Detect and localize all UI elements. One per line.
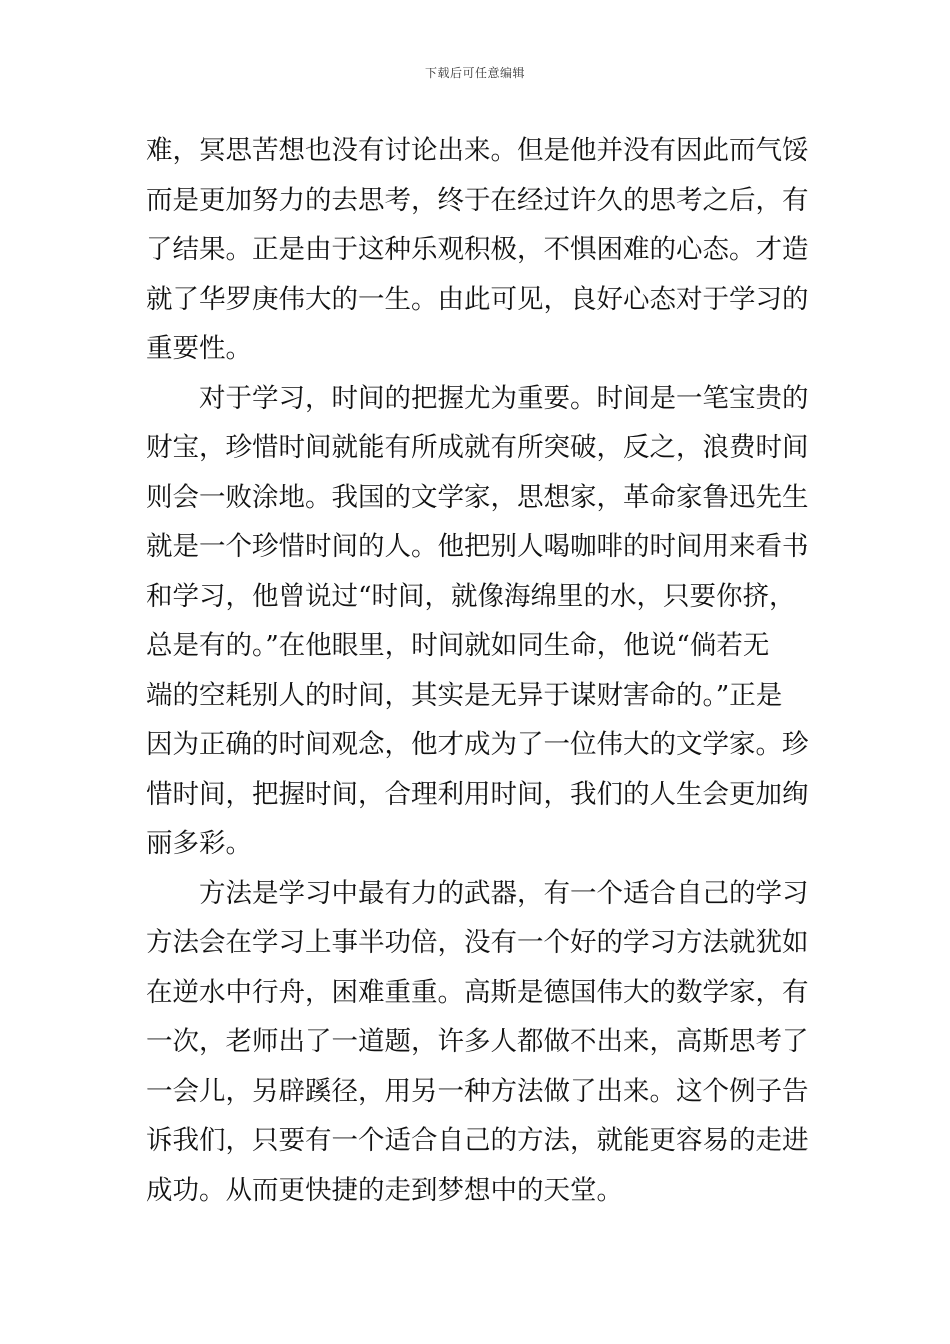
text-line: 而是更加努力的去思考，终于在经过许久的思考之后，有 xyxy=(146,184,809,216)
text-line: 方法是学习中最有力的武器，有一个适合自己的学习 xyxy=(199,877,809,909)
text-line: 一会儿，另辟蹊径，用另一种方法做了出来。这个例子告 xyxy=(146,1075,809,1107)
text-line: 难，冥思苦想也没有讨论出来。但是他并没有因此而气馁 xyxy=(146,135,809,166)
paragraph-2 xyxy=(146,374,826,869)
text-line: 丽多彩。 xyxy=(146,828,252,859)
text-line: 则会一败涂地。我国的文学家，思想家，革命家鲁迅先生 xyxy=(146,481,809,513)
text-line: 财宝，珍惜时间就能有所成就有所突破，反之，浪费时间 xyxy=(146,432,809,463)
text-line: 就了华罗庚伟大的一生。由此可见，良好心态对于学习的 xyxy=(146,283,809,315)
page-header: 下载后可任意编辑 xyxy=(424,66,525,80)
text-line: 因为正确的时间观念，他才成为了一位伟大的文学家。珍 xyxy=(146,729,809,760)
text-line: 和学习，他曾说过“时间，就像海绵里的水，只要你挤， xyxy=(146,580,796,612)
document-body xyxy=(146,126,826,1215)
text-line: 重要性。 xyxy=(146,333,252,364)
paragraph-1 xyxy=(146,126,826,374)
text-line: 成功。从而更快捷的走到梦想中的天堂。 xyxy=(146,1174,623,1206)
text-line: 端的空耗别人的时间，其实是无异于谋财害命的。”正是 xyxy=(146,679,783,711)
text-line: 惜时间，把握时间，合理利用时间，我们的人生会更加绚 xyxy=(146,778,809,810)
text-line: 方法会在学习上事半功倍，没有一个好的学习方法就犹如 xyxy=(146,927,809,958)
text-line: 总是有的。”在他眼里，时间就如同生命，他说“倘若无 xyxy=(146,630,770,661)
text-line: 在逆水中行舟，困难重重。高斯是德国伟大的数学家，有 xyxy=(146,976,809,1008)
paragraph-3 xyxy=(146,869,826,1216)
text-line: 对于学习，时间的把握尤为重要。时间是一笔宝贵的 xyxy=(199,382,809,414)
text-line: 就是一个珍惜时间的人。他把别人喝咖啡的时间用来看书 xyxy=(146,531,809,562)
text-line: 了结果。正是由于这种乐观积极，不惧困难的心态。才造 xyxy=(146,234,809,265)
text-line: 一次，老师出了一道题，许多人都做不出来，高斯思考了 xyxy=(146,1026,809,1057)
text-line: 诉我们，只要有一个适合自己的方法，就能更容易的走进 xyxy=(146,1125,809,1156)
